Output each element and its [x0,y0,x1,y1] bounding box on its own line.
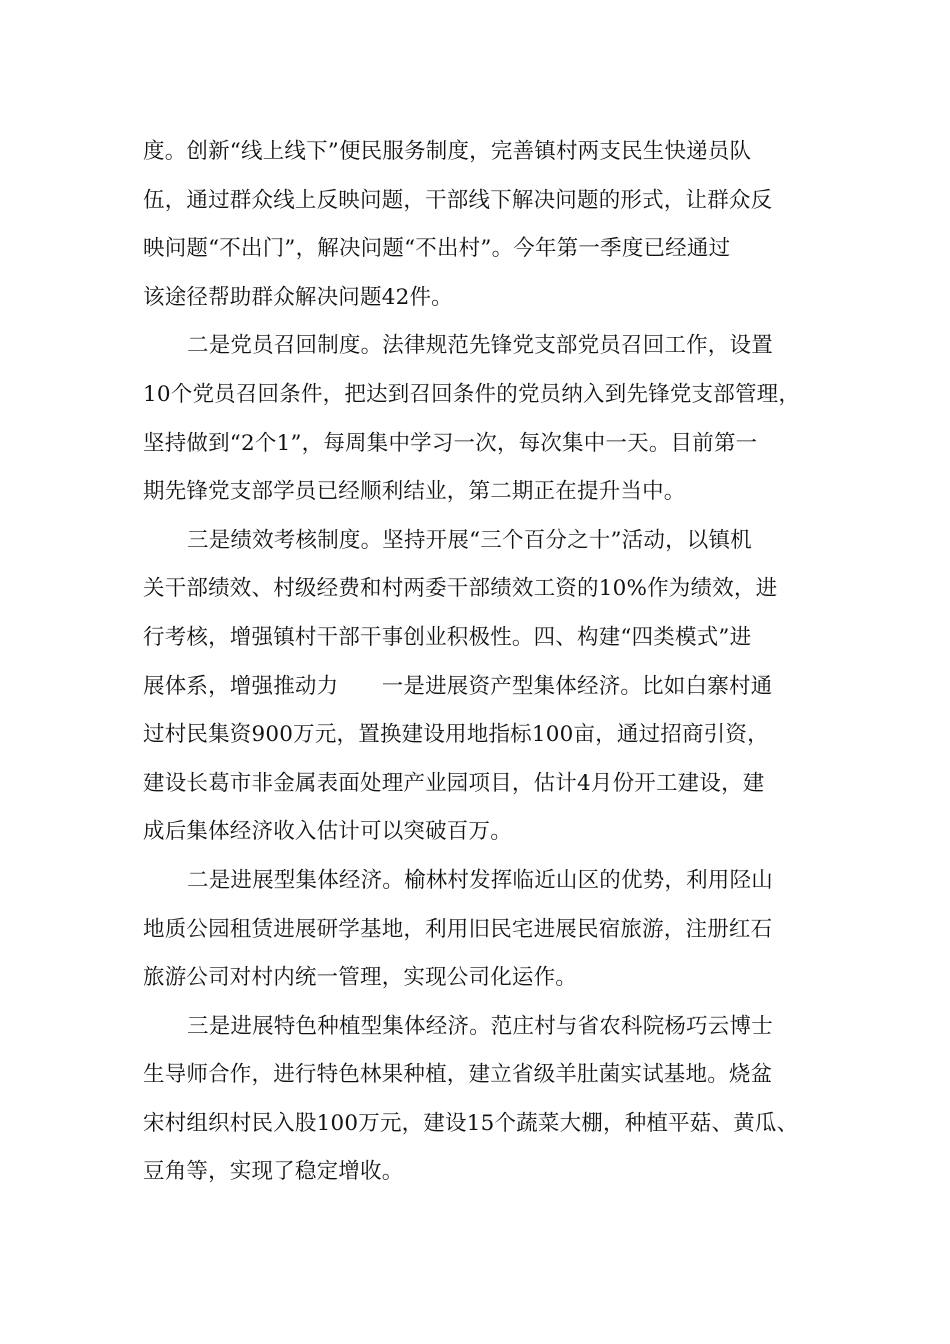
text-line: 旅游公司对村内统一管理，实现公司化运作。 [143,965,578,991]
text-line: 展体系，增强推动力 一是进展资产型集体经济。比如白寨村通 [143,673,773,699]
text-line: 10个党员召回条件，把达到召回条件的党员纳入到先锋党支部管理， [143,381,801,407]
text-line: 生导师合作，进行特色林果种植，建立省级羊肚菌实试基地。烧盆 [143,1062,773,1088]
text-line: 豆角等，实现了稳定增收。 [143,1159,404,1185]
paragraph-start-line: 三是绩效考核制度。坚持开展“三个百分之十”活动，以镇机 [187,527,752,553]
text-line: 行考核，增强镇村干部干事创业积极性。四、构建“四类模式”进 [143,624,752,650]
body-text [143,128,818,1197]
paragraph-start-line: 三是进展特色种植型集体经济。范庄村与省农科院杨巧云博士 [187,1013,773,1039]
text-line: 成后集体经济收入估计可以突破百万。 [143,819,512,845]
text-line: 过村民集资900万元，置换建设用地指标100亩，通过招商引资， [143,722,769,748]
text-line: 坚持做到“2个1”，每周集中学习一次，每次集中一天。目前第一 [143,430,758,456]
text-line: 期先锋党支部学员已经顺利结业，第二期正在提升当中。 [143,479,686,505]
text-line: 关干部绩效、村级经费和村两委干部绩效工资的10%作为绩效，进 [143,576,778,602]
text-line: 该途径帮助群众解决问题42件。 [143,284,453,310]
text-line: 伍，通过群众线上反映问题，干部线下解决问题的形式，让群众反 [143,187,773,213]
text-line: 宋村组织村民入股100万元，建设15个蔬菜大棚，种植平菇、黄瓜、 [143,1110,799,1136]
paragraph-start-line: 二是进展型集体经济。榆林村发挥临近山区的优势，利用陉山 [187,867,773,893]
text-line: 映问题“不出门”，解决问题“不出村”。今年第一季度已经通过 [143,236,731,262]
text-line: 度。创新“线上线下”便民服务制度，完善镇村两支民生快递员队 [143,139,752,164]
text-line: 建设长葛市非金属表面处理产业园项目，估计4月份开工建设，建 [143,770,765,796]
text-line: 地质公园租赁进展研学基地，利用旧民宅进展民宿旅游，注册红石 [143,916,773,942]
paragraph-start-line: 二是党员召回制度。法律规范先锋党支部党员召回工作，设置 [187,333,773,359]
